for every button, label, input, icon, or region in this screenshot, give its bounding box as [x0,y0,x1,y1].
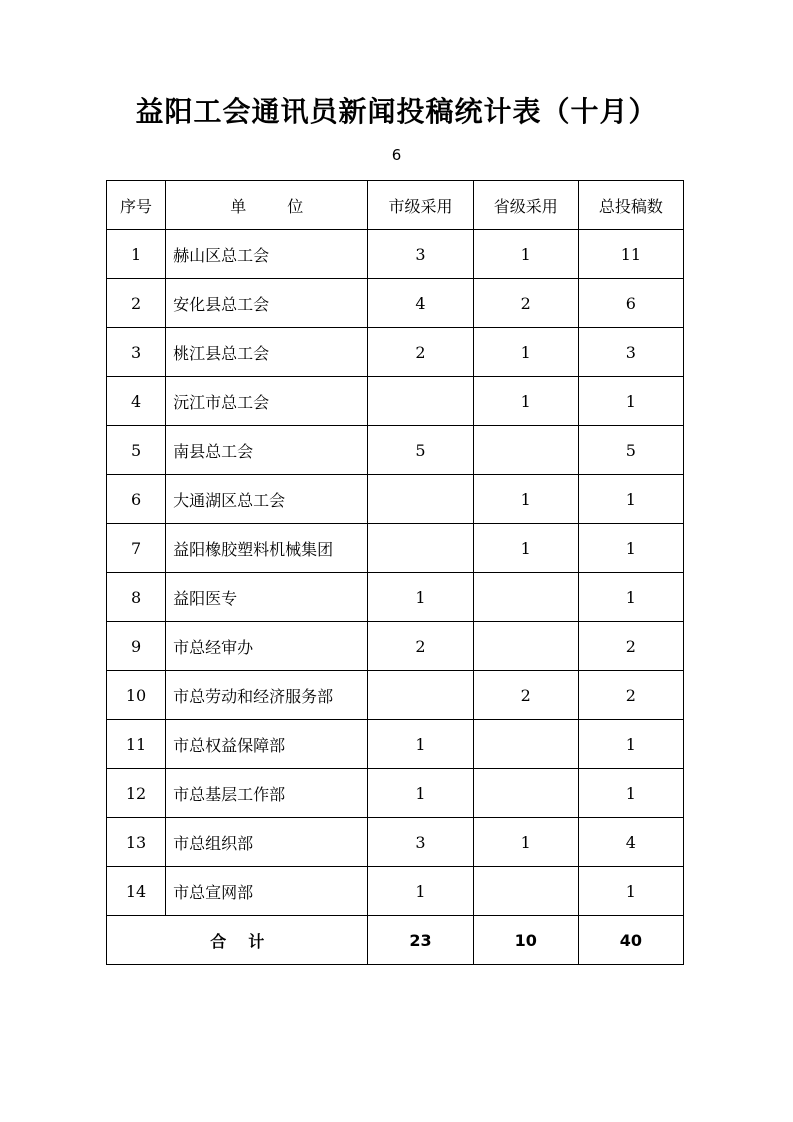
table-row [107,622,684,671]
unit-cell: 大通湖区总工会 [166,475,368,524]
unit-cell: 赫山区总工会 [166,230,368,279]
total-province: 10 [473,916,578,965]
total-submissions-cell: 1 [578,524,683,573]
total-label: 合计 [210,931,287,951]
header-total-submissions: 总投稿数 [578,181,683,230]
city-adopted-cell: 1 [368,867,473,916]
city-adopted-cell [368,524,473,573]
province-adopted-cell [473,867,578,916]
city-adopted-cell: 2 [368,622,473,671]
document-title: 益阳工会通讯员新闻投稿统计表（十月） [135,95,658,128]
table-row [107,475,684,524]
province-adopted-cell: 1 [473,377,578,426]
total-submissions-cell: 1 [578,720,683,769]
city-adopted-cell: 3 [368,818,473,867]
total-submissions-cell: 1 [578,867,683,916]
seq-cell: 1 [107,230,166,279]
total-submissions-cell: 1 [578,377,683,426]
seq-cell: 13 [107,818,166,867]
city-adopted-cell [368,475,473,524]
city-adopted-cell: 1 [368,769,473,818]
city-adopted-cell: 1 [368,573,473,622]
unit-cell: 安化县总工会 [166,279,368,328]
province-adopted-cell [473,573,578,622]
city-adopted-cell: 1 [368,720,473,769]
total-submissions-cell: 1 [578,769,683,818]
seq-cell: 11 [107,720,166,769]
seq-cell: 12 [107,769,166,818]
city-adopted-cell: 5 [368,426,473,475]
table-row [107,573,684,622]
table-row [107,867,684,916]
table-row [107,328,684,377]
unit-cell: 市总劳动和经济服务部 [166,671,368,720]
unit-cell: 市总宣网部 [166,867,368,916]
unit-cell: 桃江县总工会 [166,328,368,377]
seq-cell: 2 [107,279,166,328]
table-row [107,524,684,573]
seq-cell: 10 [107,671,166,720]
seq-cell: 5 [107,426,166,475]
total-row [107,916,684,965]
city-adopted-cell [368,671,473,720]
unit-cell: 市总组织部 [166,818,368,867]
province-adopted-cell: 1 [473,475,578,524]
province-adopted-cell [473,622,578,671]
header-province-adopted: 省级采用 [473,181,578,230]
province-adopted-cell: 2 [473,671,578,720]
seq-cell: 8 [107,573,166,622]
table-row [107,769,684,818]
unit-cell: 益阳橡胶塑料机械集团 [166,524,368,573]
total-submissions-cell: 4 [578,818,683,867]
submission-stats-table [106,180,684,965]
province-adopted-cell: 1 [473,818,578,867]
province-adopted-cell: 1 [473,230,578,279]
unit-cell: 市总经审办 [166,622,368,671]
total-submissions: 40 [578,916,683,965]
unit-cell: 益阳医专 [166,573,368,622]
province-adopted-cell: 1 [473,524,578,573]
seq-cell: 3 [107,328,166,377]
table-row [107,279,684,328]
total-city: 23 [368,916,473,965]
unit-cell: 市总权益保障部 [166,720,368,769]
city-adopted-cell: 4 [368,279,473,328]
header-unit-label: 单 位 [230,196,322,216]
total-submissions-cell: 1 [578,573,683,622]
province-adopted-cell [473,720,578,769]
table-row [107,671,684,720]
city-adopted-cell: 3 [368,230,473,279]
unit-cell: 市总基层工作部 [166,769,368,818]
seq-cell: 7 [107,524,166,573]
province-adopted-cell [473,769,578,818]
total-submissions-cell: 6 [578,279,683,328]
city-adopted-cell [368,377,473,426]
province-adopted-cell: 1 [473,328,578,377]
table-row [107,230,684,279]
seq-cell: 6 [107,475,166,524]
seq-cell: 14 [107,867,166,916]
table-row [107,818,684,867]
seq-cell: 9 [107,622,166,671]
total-submissions-cell: 2 [578,671,683,720]
unit-cell: 南县总工会 [166,426,368,475]
total-submissions-cell: 11 [578,230,683,279]
total-label-cell [107,916,368,965]
table-body [107,230,684,916]
page-number: 6 [391,146,402,164]
total-submissions-cell: 3 [578,328,683,377]
total-submissions-cell: 5 [578,426,683,475]
table-header-row [107,181,684,230]
total-submissions-cell: 2 [578,622,683,671]
table-row [107,426,684,475]
header-city-adopted: 市级采用 [368,181,473,230]
total-submissions-cell: 1 [578,475,683,524]
province-adopted-cell: 2 [473,279,578,328]
header-unit [166,181,368,230]
unit-cell: 沅江市总工会 [166,377,368,426]
city-adopted-cell: 2 [368,328,473,377]
table-row [107,377,684,426]
table-row [107,720,684,769]
province-adopted-cell [473,426,578,475]
header-seq: 序号 [107,181,166,230]
seq-cell: 4 [107,377,166,426]
